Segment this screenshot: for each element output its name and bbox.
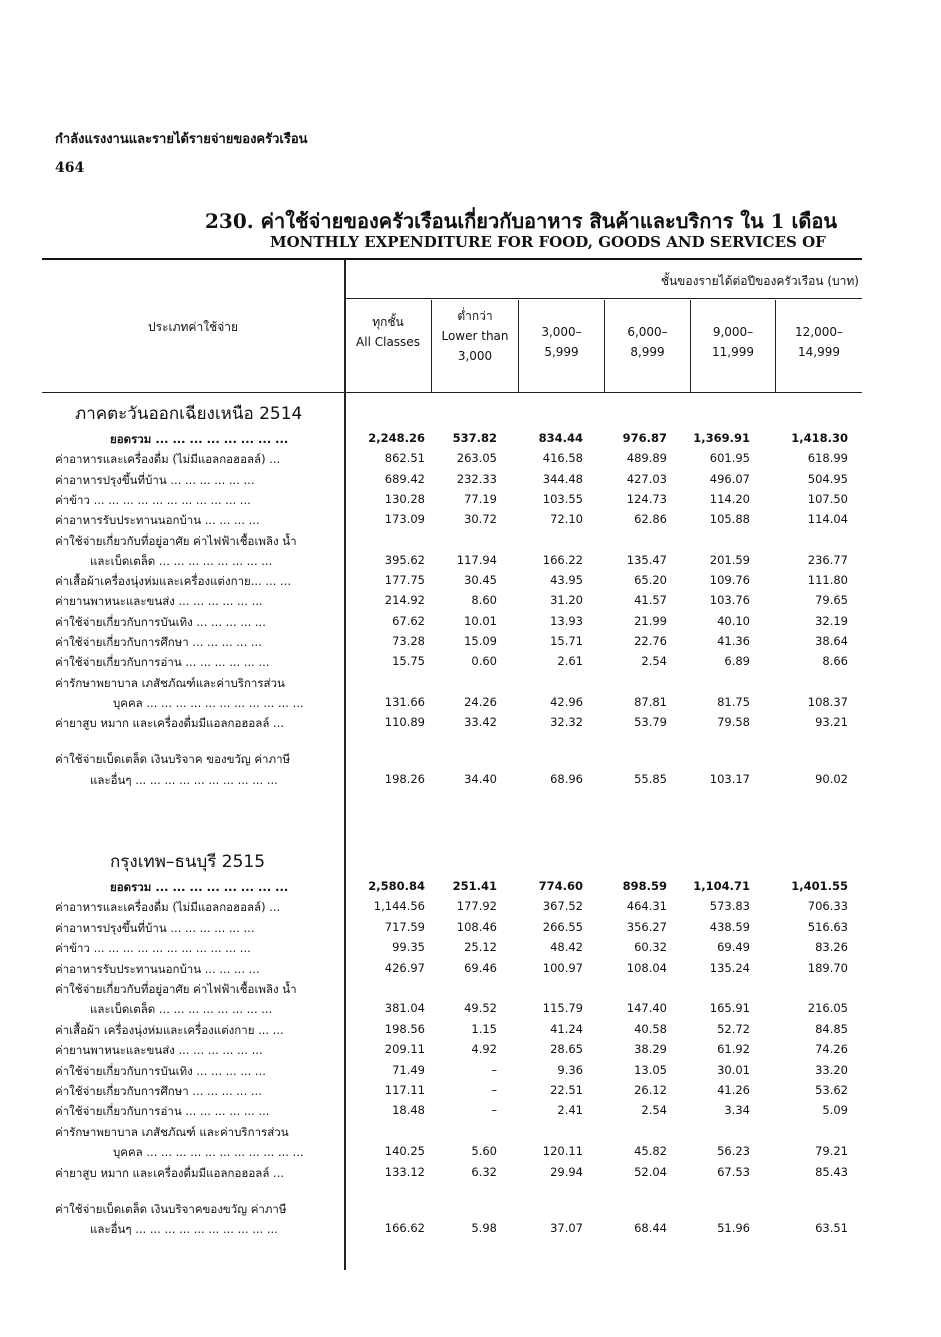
cell-value: 516.63 [807,920,848,934]
row-label: ค่ายาสูบ หมาก และเครื่องดื่มมีแอลกอฮอลล์ ... [55,716,285,730]
cell-value: 344.48 [542,472,583,486]
cell-value: 2.61 [557,654,583,668]
table-row [55,1221,860,1241]
cell-value: 18.48 [392,1103,425,1117]
row-label: ค่าใช้จ่ายเกี่ยวกับการศึกษา ... ... ... ... ... [55,1084,262,1098]
cell-value: 1.15 [471,1022,497,1036]
cell-value: 33.42 [464,715,497,729]
cell-value: 381.04 [384,1001,425,1015]
cell-value: 74.26 [815,1042,848,1056]
cell-value: 40.10 [717,614,750,628]
cell-value: 108.46 [456,920,497,934]
cell-value: 5.98 [471,1221,497,1235]
cell-value: 69.46 [464,961,497,975]
cell-value: 117.94 [456,553,497,567]
cell-value: 135.47 [626,553,667,567]
column-header-line: 3,000– [541,325,582,339]
cell-value: 0.60 [471,654,497,668]
cell-value: 166.62 [384,1221,425,1235]
cell-value: 26.12 [634,1083,667,1097]
column-header-line: 8,999 [630,345,665,359]
cell-value: 464.31 [626,899,667,913]
cell-value: 45.82 [634,1144,667,1158]
cell-value: 85.43 [815,1165,848,1179]
table-row [55,1165,860,1185]
cell-value: 173.09 [384,512,425,526]
cell-value: 62.86 [634,512,667,526]
row-label: ค่าอาหารรับประทานนอกบ้าน ... ... ... ... [55,962,260,976]
income-class-spanner: ชั้นของรายได้ต่อปีของครัวเรือน (บาท) [660,274,859,288]
table-row [55,1083,860,1103]
cell-value: 49.52 [464,1001,497,1015]
cell-value: 68.44 [634,1221,667,1235]
cell-value: 22.76 [634,634,667,648]
cell-value: 263.05 [456,451,497,465]
row-label: ค่าอาหารปรุงขึ้นที่บ้าน ... ... ... ... ... ... [55,921,255,935]
row-label: ค่ายาสูบ หมาก และเครื่องดื่มมีแอลกอฮอลล์ ... [55,1166,285,1180]
cell-value: 13.05 [634,1063,667,1077]
table-row [55,1042,860,1062]
cell-value: 216.05 [807,1001,848,1015]
row-label: ค่าใช้จ่ายเกี่ยวกับที่อยู่อาศัย ค่าไฟฟ้าเชื้อเพลิง น้ำ [55,534,297,548]
cell-value: 42.96 [550,695,583,709]
table-row [55,614,860,634]
cell-value: 618.99 [807,451,848,465]
column-header-line: 11,999 [712,345,754,359]
cell-value: 6.32 [471,1165,497,1179]
row-label: บุคคล ... ... ... ... ... ... ... ... ... ... ... [113,696,304,710]
column-header [691,322,775,362]
row-label: ค่ายานพาหนะและขนส่ง ... ... ... ... ... ... [55,1043,263,1057]
cell-value: 198.26 [384,772,425,786]
cell-value: 111.80 [807,573,848,587]
cell-value: 71.49 [392,1063,425,1077]
cell-value: 114.20 [709,492,750,506]
row-label: ค่าใช้จ่ายเกี่ยวกับการอ่าน ... ... ... ... ... ... [55,655,270,669]
cell-value: 15.09 [464,634,497,648]
column-header-line: 9,000– [712,325,754,339]
cell-value: 438.59 [709,920,750,934]
cell-value: 13.93 [550,614,583,628]
cell-value: 22.51 [550,1083,583,1097]
cell-value: 6.89 [724,654,750,668]
cell-value: 717.59 [384,920,425,934]
table-row [55,533,860,553]
row-label: ค่าเสื้อผ้าเครื่องนุ่งห่มและเครื่องแต่งกาย... ... ... [55,574,291,588]
table-row [55,1124,860,1144]
cell-value: 2.54 [641,1103,667,1117]
table-title-english: MONTHLY EXPENDITURE FOR FOOD, GOODS AND SERVICES OF [270,233,826,251]
cell-value: – [491,1103,497,1117]
cell-value: 72.10 [550,512,583,526]
column-header [519,322,604,362]
table-row [55,879,860,899]
cell-value: 8.66 [822,654,848,668]
stub-heading: ประเภทค่าใช้จ่าย [148,320,238,334]
cell-value: 87.81 [634,695,667,709]
column-header-line: ทุกชั้น [372,315,404,329]
column-header-line: 5,999 [544,345,579,359]
cell-value: 2.41 [557,1103,583,1117]
table-row [55,675,860,695]
cell-value: 131.66 [384,695,425,709]
column-header [345,312,431,352]
cell-value: 115.79 [542,1001,583,1015]
table-row [55,1201,860,1221]
cell-value: 41.24 [550,1022,583,1036]
cell-value: 24.26 [464,695,497,709]
section-title: กรุงเทพ–ธนบุรี 2515 [110,852,266,872]
table-row [55,472,860,492]
row-label: และอื่นๆ ... ... ... ... ... ... ... ... ... ... [90,1222,278,1236]
cell-value: 135.24 [709,961,750,975]
cell-value: 898.59 [622,879,667,893]
cell-value: 60.32 [634,940,667,954]
row-label: ค่าอาหารและเครื่องดื่ม (ไม่มีแอลกอฮอลล์) ... [55,900,281,914]
cell-value: 56.23 [717,1144,750,1158]
cell-value: 5.60 [471,1144,497,1158]
table-row [55,772,860,792]
column-header-line: 3,000 [457,349,493,363]
cell-value: 489.89 [626,451,667,465]
cell-value: 61.92 [717,1042,750,1056]
cell-value: 177.75 [384,573,425,587]
cell-value: 114.04 [807,512,848,526]
table-title-thai: 230. ค่าใช้จ่ายของครัวเรือนเกี่ยวกับอาหาร สินค้าและบริการ ใน 1 เดือน [205,209,838,233]
cell-value: 426.97 [384,961,425,975]
cell-value: 15.75 [392,654,425,668]
cell-value: 37.07 [550,1221,583,1235]
row-label: ค่าใช้จ่ายเบ็ดเตล็ด เงินบริจาค ของขวัญ ค่าภาษี [55,752,291,766]
cell-value: 165.91 [709,1001,750,1015]
row-label: ค่ารักษาพยาบาล เภสัชภัณฑ์และค่าบริการส่วน [55,676,285,690]
cell-value: 573.83 [709,899,750,913]
row-label: และอื่นๆ ... ... ... ... ... ... ... ... ... ... [90,773,278,787]
cell-value: 79.21 [815,1144,848,1158]
cell-value: 177.92 [456,899,497,913]
cell-value: 53.79 [634,715,667,729]
cell-value: 201.59 [709,553,750,567]
table-row [55,899,860,919]
cell-value: 3.34 [724,1103,750,1117]
cell-value: 43.95 [550,573,583,587]
cell-value: 38.29 [634,1042,667,1056]
row-label: ค่าอาหารปรุงขึ้นที่บ้าน ... ... ... ... ... ... [55,473,255,487]
cell-value: 862.51 [384,451,425,465]
cell-value: 29.94 [550,1165,583,1179]
cell-value: 427.03 [626,472,667,486]
cell-value: 8.60 [471,593,497,607]
cell-value: 107.50 [807,492,848,506]
column-header-line: All Classes [356,335,420,349]
row-label: บุคคล ... ... ... ... ... ... ... ... ... ... ... [113,1145,304,1159]
table-row [55,961,860,981]
column-header-line: 6,000– [627,325,668,339]
cell-value: 63.51 [815,1221,848,1235]
table-row [55,431,860,451]
cell-value: 1,401.55 [791,879,848,893]
cell-value: 53.62 [815,1083,848,1097]
cell-value: 706.33 [807,899,848,913]
cell-value: 109.76 [709,573,750,587]
cell-value: 356.27 [626,920,667,934]
cell-value: 41.36 [717,634,750,648]
cell-value: 100.97 [542,961,583,975]
cell-value: 601.95 [709,451,750,465]
cell-value: – [491,1083,497,1097]
row-label: ค่าอาหารรับประทานนอกบ้าน ... ... ... ... [55,513,260,527]
cell-value: 21.99 [634,614,667,628]
cell-value: 84.85 [815,1022,848,1036]
column-header-line: ต่ำกว่า [457,309,493,323]
table-row [55,634,860,654]
row-label: ค่าใช้จ่ายเกี่ยวกับการศึกษา ... ... ... ... ... [55,635,262,649]
cell-value: 32.19 [815,614,848,628]
table-row [55,492,860,512]
cell-value: 48.42 [550,940,583,954]
cell-value: 69.49 [717,940,750,954]
column-header [776,322,862,362]
table-row [55,512,860,532]
cell-value: 976.87 [622,431,667,445]
cell-value: 30.01 [717,1063,750,1077]
cell-value: 103.76 [709,593,750,607]
cell-value: 110.89 [384,715,425,729]
cell-value: 140.25 [384,1144,425,1158]
section-title: ภาคตะวันออกเฉียงเหนือ 2514 [75,404,303,424]
cell-value: 266.55 [542,920,583,934]
table-row [55,920,860,940]
cell-value: 52.72 [717,1022,750,1036]
cell-value: 834.44 [538,431,583,445]
cell-value: 189.70 [807,961,848,975]
row-label: ค่าใช้จ่ายเกี่ยวกับการบันเทิง ... ... ... ... ... [55,1064,266,1078]
cell-value: 67.62 [392,614,425,628]
table-row [55,1103,860,1123]
row-label: ค่าใช้จ่ายเกี่ยวกับที่อยู่อาศัย ค่าไฟฟ้าเชื้อเพลิง น้ำ [55,982,297,996]
spanner-rule [345,298,862,299]
cell-value: 198.56 [384,1022,425,1036]
row-label: ค่าข้าว ... ... ... ... ... ... ... ... ... ... ... [55,493,251,507]
row-label: ค่ารักษาพยาบาล เภสัชภัณฑ์ และค่าบริการส่วน [55,1125,289,1139]
cell-value: 2,248.26 [368,431,425,445]
cell-value: 41.26 [717,1083,750,1097]
cell-value: 130.28 [384,492,425,506]
cell-value: 103.17 [709,772,750,786]
cell-value: 251.41 [452,879,497,893]
cell-value: 90.02 [815,772,848,786]
cell-value: 537.82 [452,431,497,445]
cell-value: 105.88 [709,512,750,526]
cell-value: 395.62 [384,553,425,567]
cell-value: 209.11 [384,1042,425,1056]
row-label: และเบ็ดเตล็ด ... ... ... ... ... ... ... ... [90,1002,273,1016]
column-header [432,306,518,366]
cell-value: 38.64 [815,634,848,648]
cell-value: 1,418.30 [791,431,848,445]
cell-value: 5.09 [822,1103,848,1117]
row-label: และเบ็ดเตล็ด ... ... ... ... ... ... ... ... [90,554,273,568]
cell-value: 32.32 [550,715,583,729]
table-row [55,451,860,471]
cell-value: 77.19 [464,492,497,506]
table-row [55,654,860,674]
cell-value: 68.96 [550,772,583,786]
table-row [55,1001,860,1021]
row-label: ยอดรวม ... ... ... ... ... ... ... ... [110,880,289,894]
column-header-rule [42,392,862,393]
table-row [55,981,860,1001]
cell-value: 25.12 [464,940,497,954]
row-label: ค่าเสื้อผ้า เครื่องนุ่งห่มและเครื่องแต่งกาย ... ... [55,1023,284,1037]
cell-value: 1,369.91 [693,431,750,445]
cell-value: 41.57 [634,593,667,607]
column-header-line: Lower than [441,329,509,343]
cell-value: 55.85 [634,772,667,786]
table-row [55,553,860,573]
table-row [55,1063,860,1083]
table-top-rule [42,258,862,260]
cell-value: 120.11 [542,1144,583,1158]
cell-value: 40.58 [634,1022,667,1036]
cell-value: 52.04 [634,1165,667,1179]
running-title: กำลังแรงงานและรายได้รายจ่ายของครัวเรือน [55,132,308,147]
cell-value: 30.45 [464,573,497,587]
cell-value: 1,144.56 [373,899,425,913]
cell-value: 774.60 [538,879,583,893]
row-label: ค่าใช้จ่ายเกี่ยวกับการบันเทิง ... ... ... ... ... [55,615,266,629]
column-header-line: 14,999 [798,345,840,359]
cell-value: 367.52 [542,899,583,913]
cell-value: 504.95 [807,472,848,486]
cell-value: 9.36 [557,1063,583,1077]
table-row [55,751,860,771]
cell-value: 51.96 [717,1221,750,1235]
cell-value: 4.92 [471,1042,497,1056]
cell-value: 30.72 [464,512,497,526]
cell-value: 34.40 [464,772,497,786]
cell-value: 214.92 [384,593,425,607]
cell-value: 2.54 [641,654,667,668]
table-row [55,1144,860,1164]
column-header-line: 12,000– [795,325,843,339]
cell-value: 33.20 [815,1063,848,1077]
cell-value: 147.40 [626,1001,667,1015]
page-number: 464 [55,160,85,176]
cell-value: 108.04 [626,961,667,975]
table-row [55,593,860,613]
cell-value: 496.07 [709,472,750,486]
cell-value: 108.37 [807,695,848,709]
table-row [55,715,860,735]
row-label: ค่าอาหารและเครื่องดื่ม (ไม่มีแอลกอฮอลล์) ... [55,452,281,466]
cell-value: 133.12 [384,1165,425,1179]
cell-value: 103.55 [542,492,583,506]
column-header [605,322,690,362]
cell-value: 65.20 [634,573,667,587]
cell-value: 81.75 [717,695,750,709]
cell-value: – [491,1063,497,1077]
cell-value: 236.77 [807,553,848,567]
cell-value: 67.53 [717,1165,750,1179]
cell-value: 10.01 [464,614,497,628]
cell-value: 31.20 [550,593,583,607]
cell-value: 1,104.71 [693,879,750,893]
table-row [55,1022,860,1042]
cell-value: 117.11 [384,1083,425,1097]
table-row [55,695,860,715]
cell-value: 79.58 [717,715,750,729]
cell-value: 232.33 [456,472,497,486]
cell-value: 73.28 [392,634,425,648]
cell-value: 124.73 [626,492,667,506]
row-label: ค่าใช้จ่ายเกี่ยวกับการอ่าน ... ... ... ... ... ... [55,1104,270,1118]
row-label: ค่ายานพาหนะและขนส่ง ... ... ... ... ... ... [55,594,263,608]
cell-value: 416.58 [542,451,583,465]
cell-value: 166.22 [542,553,583,567]
cell-value: 15.71 [550,634,583,648]
cell-value: 79.65 [815,593,848,607]
cell-value: 2,580.84 [368,879,425,893]
row-label: ค่าข้าว ... ... ... ... ... ... ... ... ... ... ... [55,941,251,955]
row-label: ยอดรวม ... ... ... ... ... ... ... ... [110,432,289,446]
row-label: ค่าใช้จ่ายเบ็ดเตล็ด เงินบริจาคของขวัญ ค่าภาษี [55,1202,287,1216]
cell-value: 93.21 [815,715,848,729]
cell-value: 99.35 [392,940,425,954]
cell-value: 28.65 [550,1042,583,1056]
cell-value: 83.26 [815,940,848,954]
table-row [55,573,860,593]
cell-value: 689.42 [384,472,425,486]
table-row [55,940,860,960]
